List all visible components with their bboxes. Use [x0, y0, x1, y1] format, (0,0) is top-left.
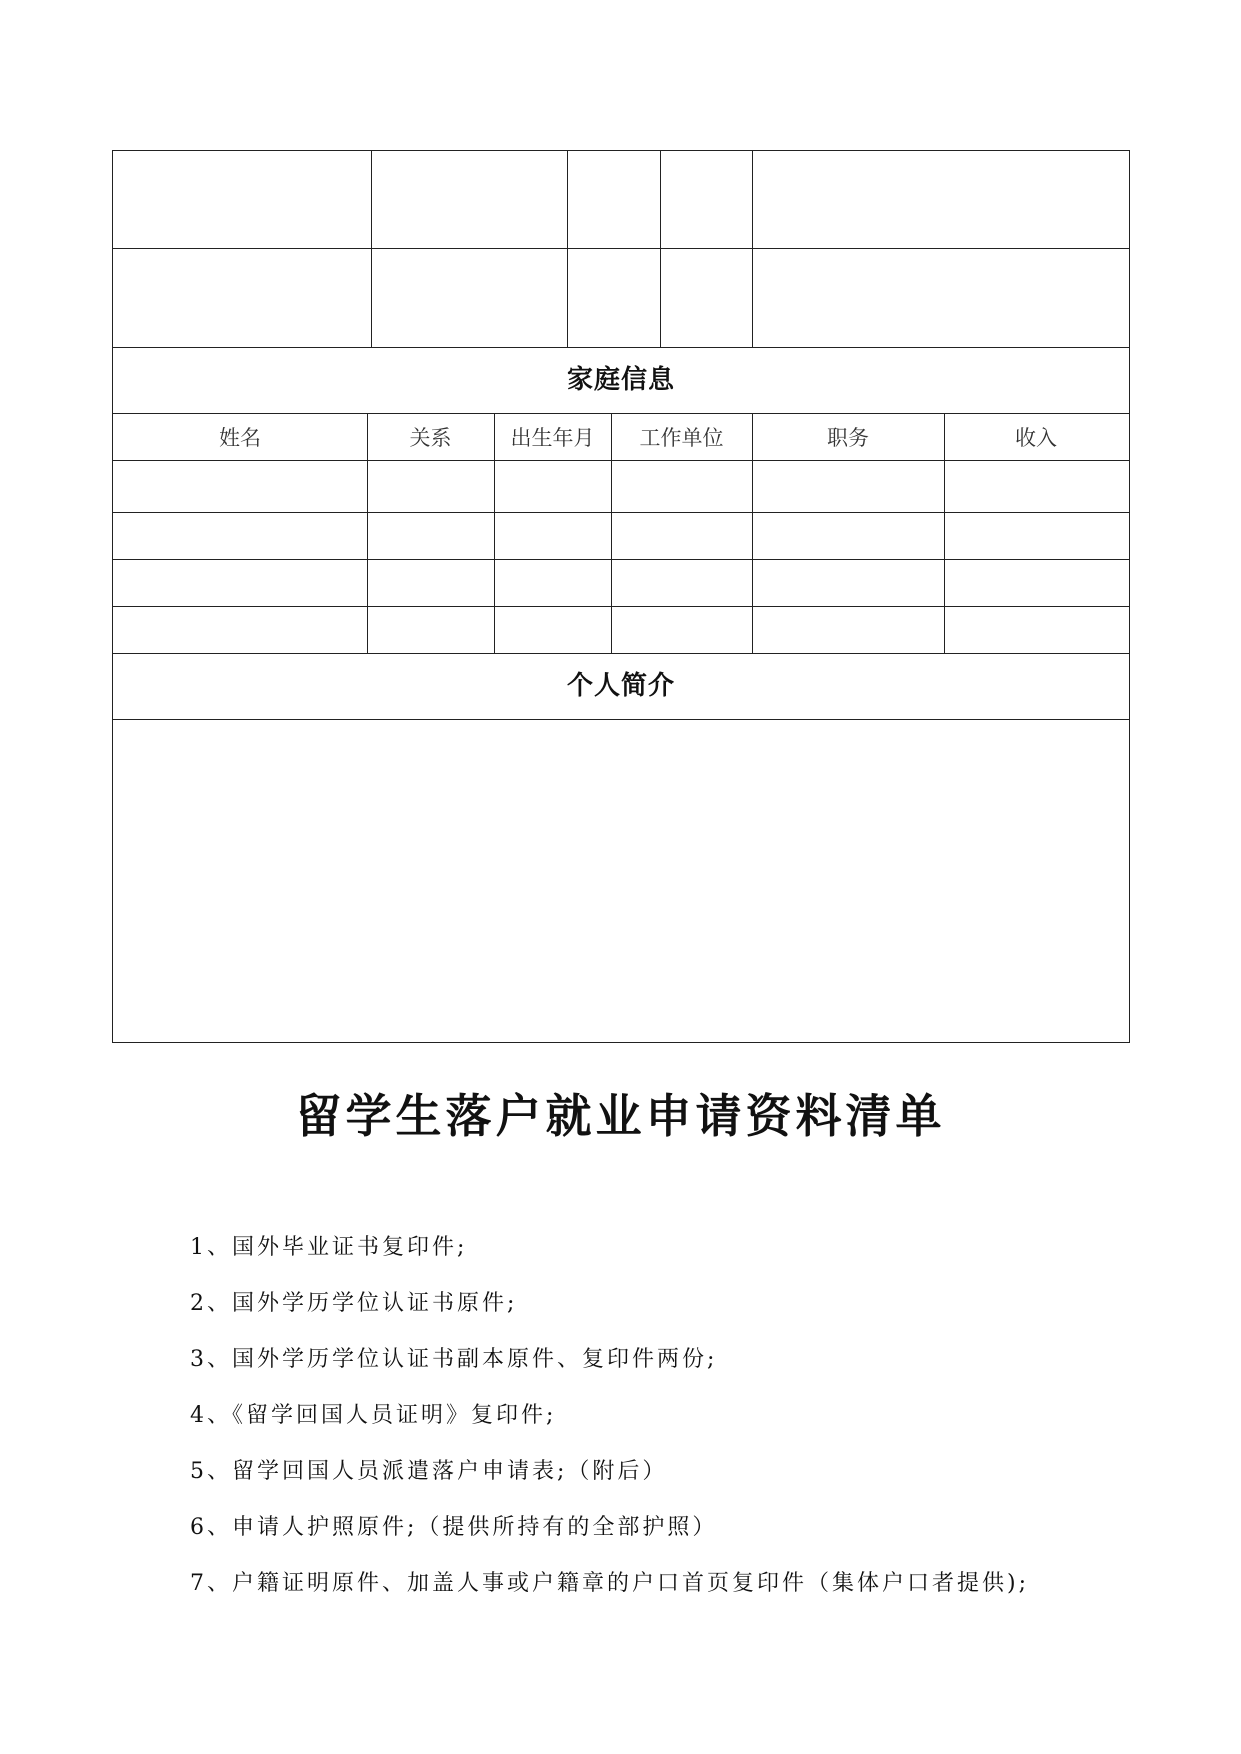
checklist-item: 2、国外学历学位认证书原件;: [190, 1291, 518, 1316]
family-info-heading: 家庭信息: [566, 365, 675, 395]
grid-line: [944, 413, 945, 653]
grid-line: [371, 151, 372, 347]
checklist-title: 留学生落户就业申请资料清单: [295, 1089, 946, 1143]
grid-line: [494, 413, 495, 653]
family-column-header: 关系: [409, 425, 452, 450]
grid-line: [113, 460, 1129, 461]
family-column-header: 出生年月: [510, 425, 595, 450]
family-column-header: 工作单位: [639, 425, 724, 450]
grid-line: [567, 151, 568, 347]
family-column-header: 职务: [827, 425, 869, 450]
personal-profile-heading: 个人简介: [566, 671, 675, 701]
checklist-item: 6、申请人护照原件;（提供所持有的全部护照）: [190, 1515, 718, 1540]
grid-line: [113, 606, 1129, 607]
checklist-item: 5、留学回国人员派遣落户申请表;（附后）: [190, 1459, 668, 1484]
family-column-header: 收入: [1015, 425, 1057, 450]
grid-line: [113, 559, 1129, 560]
checklist-item: 4、《留学回国人员证明》复印件;: [190, 1403, 557, 1428]
checklist-item: 7、户籍证明原件、加盖人事或户籍章的户口首页复印件（集体户口者提供);: [190, 1571, 1029, 1596]
checklist-item: 3、国外学历学位认证书副本原件、复印件两份;: [190, 1347, 718, 1372]
family-column-header: 姓名: [219, 425, 261, 450]
grid-line: [611, 413, 612, 653]
application-form-table: [112, 150, 1130, 1043]
grid-line: [752, 151, 753, 347]
grid-line: [113, 512, 1129, 513]
grid-line: [752, 413, 753, 653]
personal-profile-field[interactable]: [113, 719, 1129, 1042]
grid-line: [113, 248, 1129, 249]
grid-line: [367, 413, 368, 653]
checklist-item: 1、国外毕业证书复印件;: [190, 1235, 468, 1260]
checklist-items: [190, 1220, 1150, 1612]
grid-line: [660, 151, 661, 347]
